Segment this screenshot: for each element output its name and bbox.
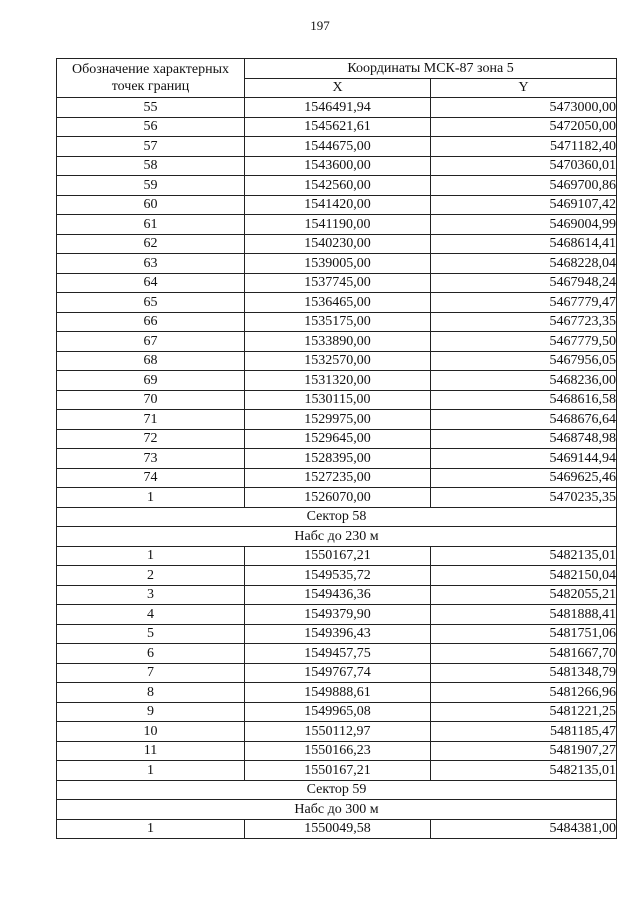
table-row [57, 761, 617, 781]
y-coordinate-cell: 5468236,00 [431, 371, 617, 391]
coordinates-system-header: Координаты МСК-87 зона 5 [245, 59, 617, 79]
x-coordinate-cell: 1550167,21 [245, 546, 431, 566]
table-row [57, 332, 617, 352]
table-row [57, 449, 617, 469]
point-number-cell: 1 [57, 546, 245, 566]
y-coordinate-cell: 5481667,70 [431, 644, 617, 664]
point-number-cell: 63 [57, 254, 245, 274]
x-coordinate-cell: 1530115,00 [245, 390, 431, 410]
table-row [57, 410, 617, 430]
point-number-cell: 61 [57, 215, 245, 235]
table-row [57, 566, 617, 586]
y-coordinate-cell: 5482135,01 [431, 546, 617, 566]
x-coordinate-cell: 1539005,00 [245, 254, 431, 274]
section-row [57, 527, 617, 547]
y-coordinate-cell: 5467948,24 [431, 273, 617, 293]
x-coordinate-cell: 1535175,00 [245, 312, 431, 332]
x-coordinate-cell: 1536465,00 [245, 293, 431, 313]
table-row [57, 195, 617, 215]
table-row [57, 741, 617, 761]
table-row [57, 644, 617, 664]
point-number-cell: 4 [57, 605, 245, 625]
point-number-cell: 73 [57, 449, 245, 469]
x-coordinate-cell: 1546491,94 [245, 98, 431, 118]
x-coordinate-cell: 1549436,36 [245, 585, 431, 605]
point-number-cell: 7 [57, 663, 245, 683]
y-coordinate-cell: 5469700,86 [431, 176, 617, 196]
point-number-cell: 67 [57, 332, 245, 352]
table-row [57, 429, 617, 449]
section-title: Сектор 58 [57, 507, 617, 527]
x-coordinate-cell: 1549888,61 [245, 683, 431, 703]
table-header-row [57, 59, 617, 79]
section-row [57, 507, 617, 527]
x-coordinate-cell: 1541420,00 [245, 195, 431, 215]
table-row [57, 117, 617, 137]
point-number-cell: 70 [57, 390, 245, 410]
table-row [57, 546, 617, 566]
y-coordinate-cell: 5469107,42 [431, 195, 617, 215]
y-coordinate-cell: 5482150,04 [431, 566, 617, 586]
x-coordinate-cell: 1550049,58 [245, 819, 431, 839]
table-row [57, 488, 617, 508]
section-title: Сектор 59 [57, 780, 617, 800]
y-coordinate-cell: 5481221,25 [431, 702, 617, 722]
section-title: Набс до 300 м [57, 800, 617, 820]
table-body [57, 98, 617, 839]
point-number-cell: 71 [57, 410, 245, 430]
y-coordinate-cell: 5467956,05 [431, 351, 617, 371]
x-coordinate-cell: 1532570,00 [245, 351, 431, 371]
y-coordinate-cell: 5467723,35 [431, 312, 617, 332]
page-number: 197 [310, 18, 330, 33]
table-row [57, 371, 617, 391]
table-row [57, 390, 617, 410]
point-number-cell: 58 [57, 156, 245, 176]
point-number-cell: 62 [57, 234, 245, 254]
point-number-cell: 56 [57, 117, 245, 137]
y-coordinate-cell: 5469004,99 [431, 215, 617, 235]
y-coordinate-cell: 5482055,21 [431, 585, 617, 605]
y-coordinate-cell: 5467779,50 [431, 332, 617, 352]
point-number-cell: 1 [57, 819, 245, 839]
x-coordinate-cell: 1533890,00 [245, 332, 431, 352]
point-number-cell: 57 [57, 137, 245, 157]
y-coordinate-cell: 5481266,96 [431, 683, 617, 703]
x-coordinate-cell: 1528395,00 [245, 449, 431, 469]
y-column-header: Y [431, 78, 617, 98]
point-number-cell: 68 [57, 351, 245, 371]
y-coordinate-cell: 5470360,01 [431, 156, 617, 176]
y-coordinate-cell: 5470235,35 [431, 488, 617, 508]
point-number-cell: 2 [57, 566, 245, 586]
table-row [57, 176, 617, 196]
point-number-cell: 59 [57, 176, 245, 196]
table-row [57, 98, 617, 118]
point-number-cell: 1 [57, 488, 245, 508]
point-number-cell: 8 [57, 683, 245, 703]
section-row [57, 800, 617, 820]
table-row [57, 585, 617, 605]
table-row [57, 137, 617, 157]
x-coordinate-cell: 1542560,00 [245, 176, 431, 196]
x-coordinate-cell: 1531320,00 [245, 371, 431, 391]
x-coordinate-cell: 1529975,00 [245, 410, 431, 430]
point-number-cell: 65 [57, 293, 245, 313]
point-number-cell: 64 [57, 273, 245, 293]
x-coordinate-cell: 1545621,61 [245, 117, 431, 137]
point-number-cell: 5 [57, 624, 245, 644]
y-coordinate-cell: 5469625,46 [431, 468, 617, 488]
y-coordinate-cell: 5481751,06 [431, 624, 617, 644]
x-coordinate-cell: 1550112,97 [245, 722, 431, 742]
x-coordinate-cell: 1549396,43 [245, 624, 431, 644]
table-row [57, 273, 617, 293]
y-coordinate-cell: 5468228,04 [431, 254, 617, 274]
section-row [57, 780, 617, 800]
y-coordinate-cell: 5481888,41 [431, 605, 617, 625]
point-number-cell: 60 [57, 195, 245, 215]
table-row [57, 293, 617, 313]
y-coordinate-cell: 5481907,27 [431, 741, 617, 761]
point-number-cell: 3 [57, 585, 245, 605]
point-number-cell: 6 [57, 644, 245, 664]
x-coordinate-cell: 1549535,72 [245, 566, 431, 586]
x-coordinate-cell: 1540230,00 [245, 234, 431, 254]
point-number-cell: 10 [57, 722, 245, 742]
table-row [57, 722, 617, 742]
table-row [57, 156, 617, 176]
y-coordinate-cell: 5472050,00 [431, 117, 617, 137]
table-row [57, 605, 617, 625]
table-row [57, 819, 617, 839]
x-coordinate-cell: 1550167,21 [245, 761, 431, 781]
point-number-cell: 74 [57, 468, 245, 488]
point-number-cell: 11 [57, 741, 245, 761]
y-coordinate-cell: 5482135,01 [431, 761, 617, 781]
table-row [57, 215, 617, 235]
point-number-cell: 9 [57, 702, 245, 722]
table-row [57, 624, 617, 644]
table-row [57, 663, 617, 683]
x-coordinate-cell: 1549965,08 [245, 702, 431, 722]
y-coordinate-cell: 5468676,64 [431, 410, 617, 430]
table-row [57, 683, 617, 703]
point-designation-header: Обозначение характерных точек границ [57, 59, 245, 98]
x-coordinate-cell: 1527235,00 [245, 468, 431, 488]
point-number-cell: 72 [57, 429, 245, 449]
coordinates-table [56, 58, 617, 839]
y-coordinate-cell: 5469144,94 [431, 449, 617, 469]
table-row [57, 312, 617, 332]
x-coordinate-cell: 1526070,00 [245, 488, 431, 508]
y-coordinate-cell: 5467779,47 [431, 293, 617, 313]
point-number-cell: 69 [57, 371, 245, 391]
point-number-cell: 55 [57, 98, 245, 118]
x-coordinate-cell: 1541190,00 [245, 215, 431, 235]
x-coordinate-cell: 1549379,90 [245, 605, 431, 625]
y-coordinate-cell: 5481185,47 [431, 722, 617, 742]
y-coordinate-cell: 5468616,58 [431, 390, 617, 410]
x-coordinate-cell: 1549767,74 [245, 663, 431, 683]
y-coordinate-cell: 5484381,00 [431, 819, 617, 839]
x-coordinate-cell: 1544675,00 [245, 137, 431, 157]
x-coordinate-cell: 1529645,00 [245, 429, 431, 449]
y-coordinate-cell: 5481348,79 [431, 663, 617, 683]
table-row [57, 351, 617, 371]
point-number-cell: 1 [57, 761, 245, 781]
y-coordinate-cell: 5471182,40 [431, 137, 617, 157]
table-row [57, 234, 617, 254]
x-coordinate-cell: 1543600,00 [245, 156, 431, 176]
y-coordinate-cell: 5473000,00 [431, 98, 617, 118]
x-column-header: X [245, 78, 431, 98]
y-coordinate-cell: 5468748,98 [431, 429, 617, 449]
point-number-cell: 66 [57, 312, 245, 332]
section-title: Набс до 230 м [57, 527, 617, 547]
table-row [57, 702, 617, 722]
x-coordinate-cell: 1549457,75 [245, 644, 431, 664]
x-coordinate-cell: 1550166,23 [245, 741, 431, 761]
table-row [57, 468, 617, 488]
y-coordinate-cell: 5468614,41 [431, 234, 617, 254]
x-coordinate-cell: 1537745,00 [245, 273, 431, 293]
table-row [57, 254, 617, 274]
